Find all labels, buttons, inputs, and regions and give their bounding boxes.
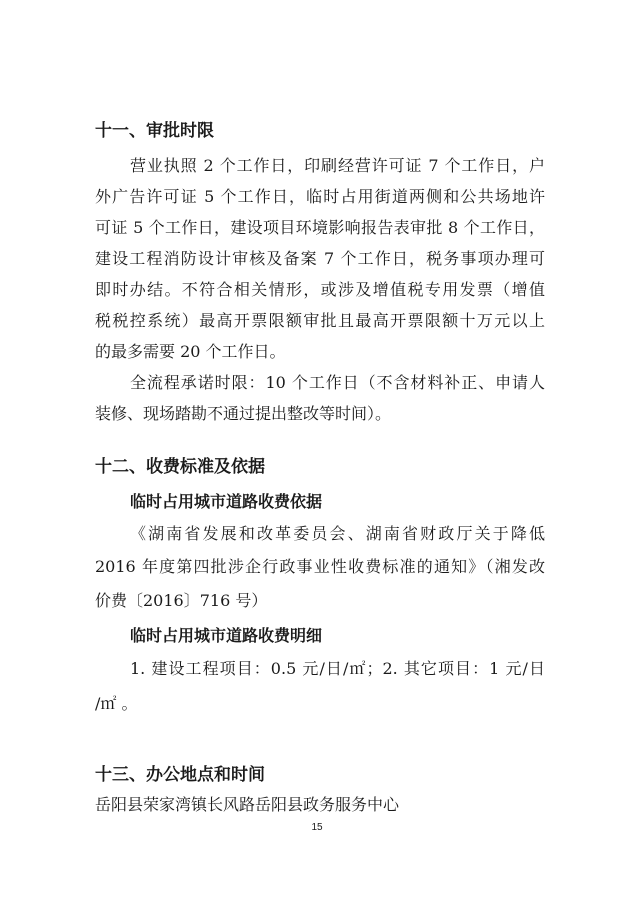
fee-detail-title: 临时占用城市道路收费明细 (130, 626, 323, 645)
section-11-line: 税税控系统）最高开票限额审批且最高开票限额十万元以上 (95, 311, 545, 330)
section-13-heading: 十三、办公地点和时间 (95, 765, 265, 785)
section-11-line: 全流程承诺时限：10 个工作日（不含材料补正、申请人 (130, 373, 545, 392)
section-12-heading: 十二、收费标准及依据 (95, 457, 265, 477)
fee-basis-line: 价费〔2016〕716 号） (95, 591, 268, 610)
fee-basis-title: 临时占用城市道路收费依据 (130, 492, 323, 511)
section-11-heading: 十一、审批时限 (95, 121, 214, 141)
section-11-line: 的最多需要 20 个工作日。 (95, 342, 286, 361)
section-11-line: 可证 5 个工作日，建设项目环境影响报告表审批 8 个工作日， (95, 218, 545, 237)
fee-basis-line: 2016 年度第四批涉企行政事业性收费标准的通知》（湘发改 (95, 557, 545, 576)
fee-detail-line: /㎡ 。 (95, 694, 138, 713)
fee-basis-line: 《湖南省发展和改革委员会、湖南省财政厅关于降低 (130, 524, 545, 543)
page-number: 15 (311, 822, 323, 833)
section-11-line: 外广告许可证 5 个工作日，临时占用街道两侧和公共场地许 (95, 187, 545, 206)
section-11-line: 装修、现场踏勘不通过提出整改等时间）。 (95, 404, 392, 423)
section-11-line: 即时办结。不符合相关情形，或涉及增值税专用发票（增值 (95, 280, 545, 299)
section-11-line: 营业执照 2 个工作日，印刷经营许可证 7 个工作日，户 (130, 156, 545, 175)
section-11-line: 建设工程消防设计审核及备案 7 个工作日，税务事项办理可 (95, 249, 545, 268)
fee-detail-line: 1. 建设工程项目：0.5 元/日/㎡；2. 其它项目：1 元/日 (130, 659, 545, 678)
section-13-line: 岳阳县荣家湾镇长风路岳阳县政务服务中心 (95, 795, 400, 814)
